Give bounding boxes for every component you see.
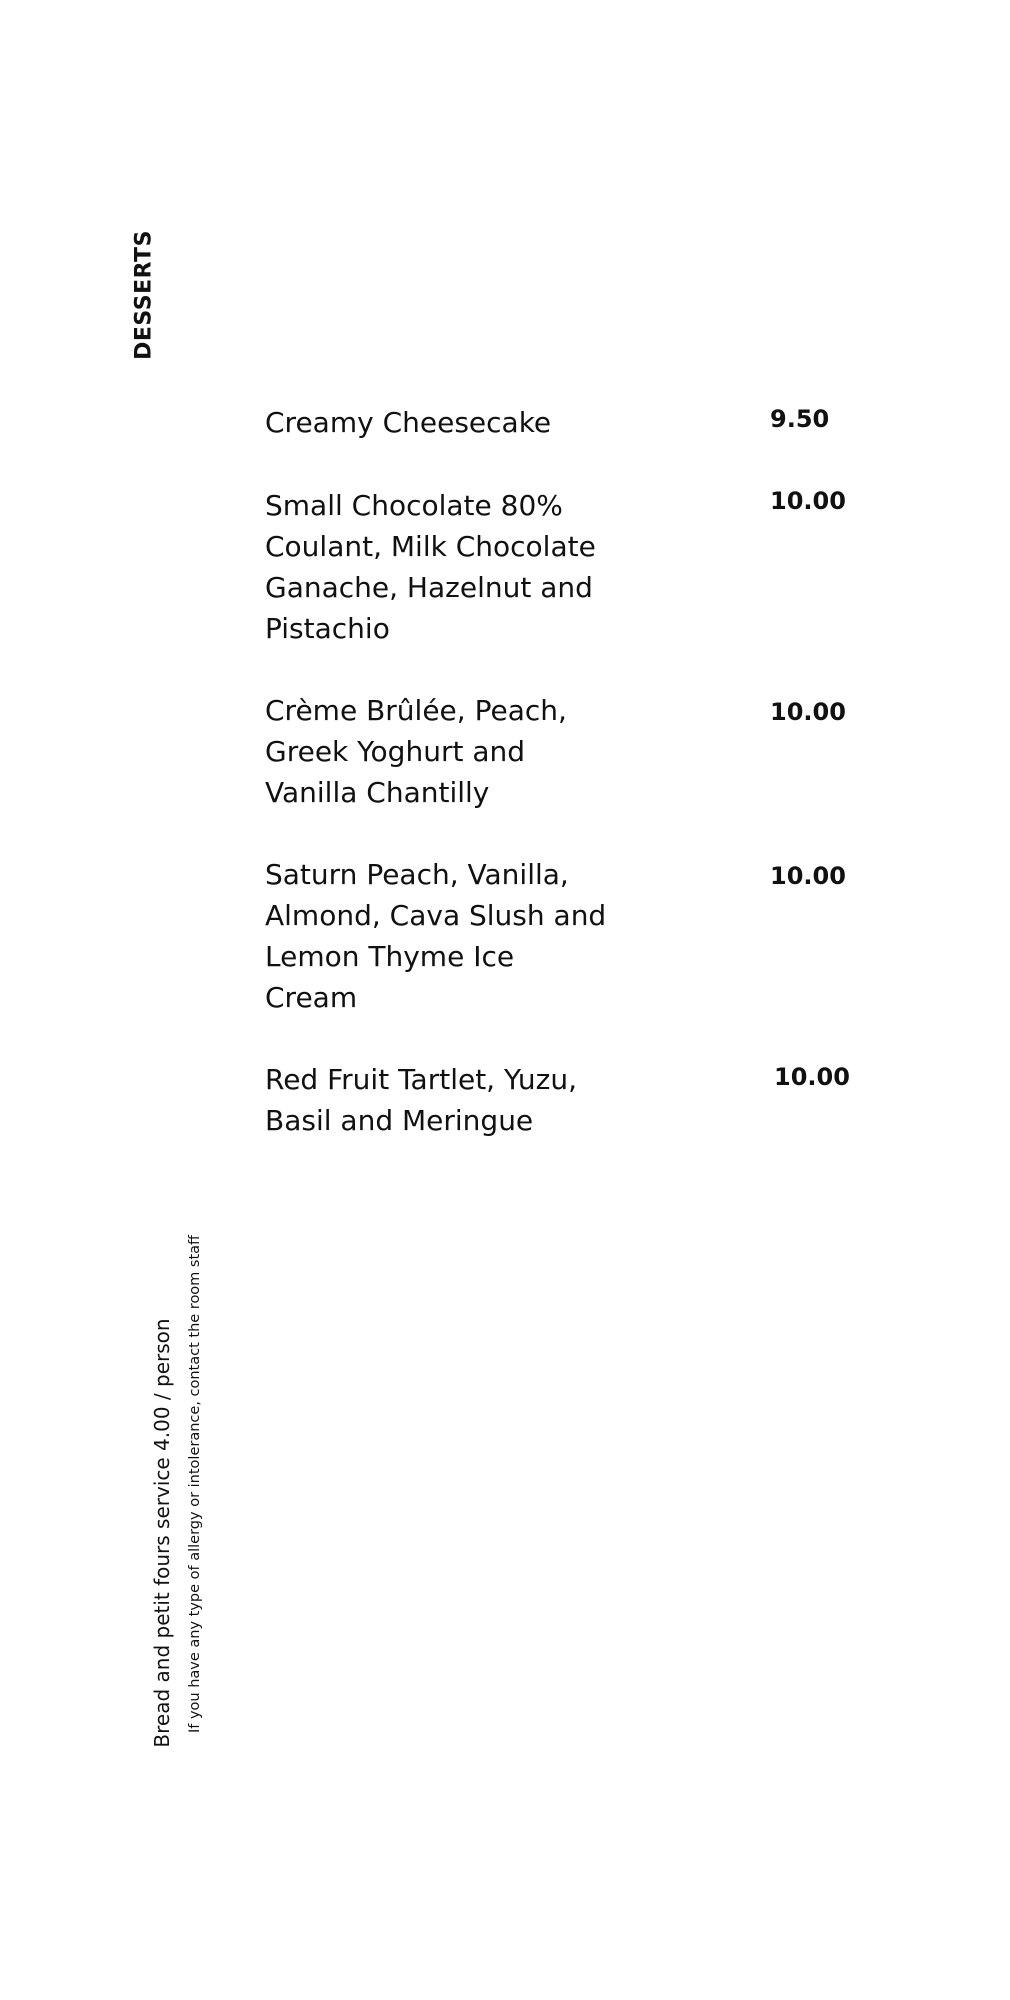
menu-item-price: 10.00 bbox=[770, 862, 846, 890]
menu-item-name: Red Fruit Tartlet, Yuzu, Basil and Meringue bbox=[265, 1063, 577, 1137]
section-title: DESSERTS bbox=[131, 230, 157, 360]
menu-item-name: Crème Brûlée, Peach, Greek Yoghurt and Vanilla Chantilly bbox=[265, 694, 567, 809]
menu-item-price: 10.00 bbox=[774, 1063, 850, 1091]
bread-service-note: Bread and petit fours service 4.00 / person bbox=[150, 1318, 174, 1748]
allergy-note: If you have any type of allergy or intolerance, contact the room staff bbox=[187, 1234, 203, 1734]
menu-item-price: 10.00 bbox=[770, 487, 846, 515]
menu-item-name: Saturn Peach, Vanilla, Almond, Cava Slush and Lemon Thyme Ice Cream bbox=[265, 858, 607, 1014]
menu-item-price: 10.00 bbox=[770, 698, 846, 726]
menu-item-price: 9.50 bbox=[770, 405, 830, 433]
menu-item-name: Creamy Cheesecake bbox=[265, 406, 552, 439]
menu-item-name: Small Chocolate 80% Coulant, Milk Chocolate Ganache, Hazelnut and Pistachio bbox=[265, 489, 596, 645]
